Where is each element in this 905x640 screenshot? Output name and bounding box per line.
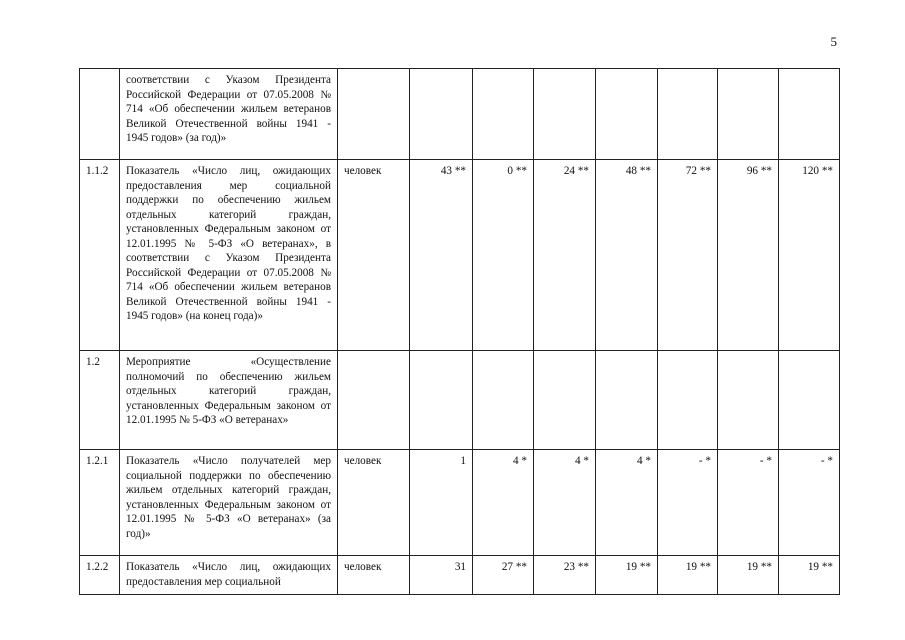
row-value [534,351,596,450]
row-value: 4 * [473,450,534,556]
row-number: 1.2.1 [80,450,120,556]
row-value: 19 ** [658,556,718,595]
row-value [596,351,658,450]
row-value: 4 * [596,450,658,556]
row-value [596,69,658,160]
row-value: - * [718,450,779,556]
row-value: 23 ** [534,556,596,595]
row-description: Показатель «Число лиц, ожидающих предоставления мер социальной поддержки по обеспечению жильем отдельных категорий граждан, установленных Федеральным законом от 12.01.1995 № 5-ФЗ «О ветеранах», в соответствии с Указом Президента Российской Федерации от 07.05.2008 № 714 «Об обеспечении жильем ветеранов Великой Отечественной войны 1941 - 1945 годов» (на конец года)» [120,160,338,351]
row-value: 19 ** [779,556,840,595]
table-row [80,556,840,595]
row-description: соответствии с Указом Президента Российской Федерации от 07.05.2008 № 714 «Об обеспечении жильем ветеранов Великой Отечественной войны 1941 - 1945 годов» (за год)» [120,69,338,160]
row-value [410,69,473,160]
row-unit: человек [338,160,410,351]
row-value: 43 ** [410,160,473,351]
row-value [779,69,840,160]
row-value: 0 ** [473,160,534,351]
row-unit: человек [338,450,410,556]
row-description: Показатель «Число лиц, ожидающих предоставления мер социальной [120,556,338,595]
row-value [779,351,840,450]
row-number: 1.1.2 [80,160,120,351]
row-value: - * [658,450,718,556]
row-description: Мероприятие «Осуществление полномочий по обеспечению жильем отдельных категорий граждан, установленных Федеральным законом от 12.01.1995 № 5-ФЗ «О ветеранах» [120,351,338,450]
row-number: 1.2.2 [80,556,120,595]
page-number: 5 [830,34,837,49]
row-value [718,351,779,450]
table-row [80,69,840,160]
row-value: 27 ** [473,556,534,595]
row-value: 96 ** [718,160,779,351]
row-value: 1 [410,450,473,556]
row-value: 19 ** [596,556,658,595]
row-value [410,351,473,450]
row-unit: человек [338,556,410,595]
table-row [80,160,840,351]
row-value [718,69,779,160]
row-description: Показатель «Число получателей мер социальной поддержки по обеспечению жильем отдельных категорий граждан, установленных Федеральным законом от 12.01.1995 № 5-ФЗ «О ветеранах» (за год)» [120,450,338,556]
row-value: 19 ** [718,556,779,595]
indicators-table [79,68,840,595]
row-number: 1.2 [80,351,120,450]
row-number [80,69,120,160]
table-row [80,351,840,450]
row-value [473,69,534,160]
row-value: 24 ** [534,160,596,351]
row-value: 4 * [534,450,596,556]
row-unit [338,351,410,450]
row-value: - * [779,450,840,556]
row-value [473,351,534,450]
row-value [658,351,718,450]
row-value: 31 [410,556,473,595]
table-row [80,450,840,556]
row-value [534,69,596,160]
row-unit [338,69,410,160]
row-value: 120 ** [779,160,840,351]
row-value: 48 ** [596,160,658,351]
row-value: 72 ** [658,160,718,351]
row-value [658,69,718,160]
